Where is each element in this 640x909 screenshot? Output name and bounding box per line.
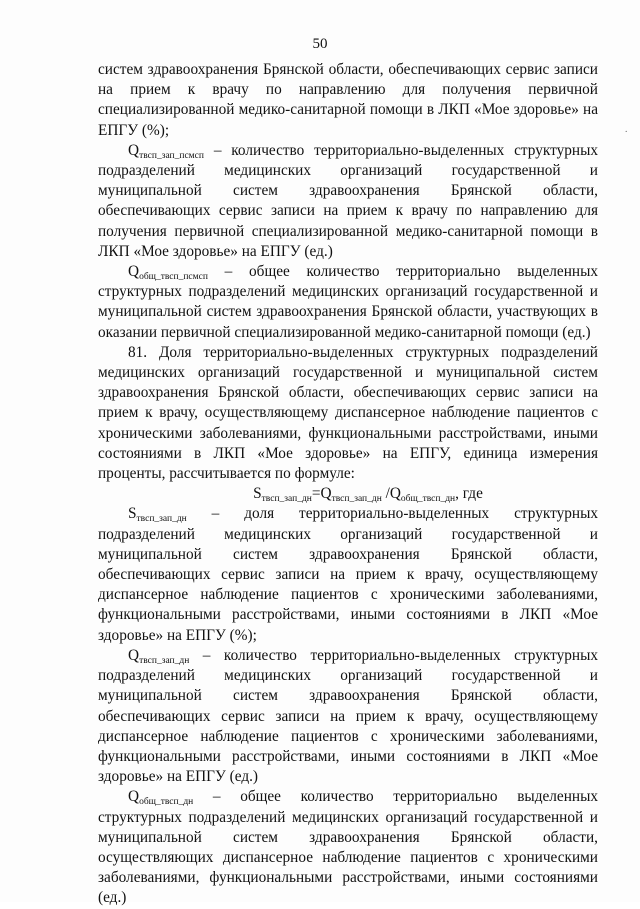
paragraph-p1 bbox=[98, 60, 598, 141]
text-run: /Q bbox=[381, 485, 401, 503]
subscript-index: твсп_зап_дн bbox=[261, 494, 312, 505]
document-body bbox=[98, 60, 598, 909]
paragraph-p7 bbox=[98, 787, 598, 908]
text-run: – количество территориально-выделенных структурных подразделений медицинских организаций государственной и муниципальной систем здравоохранения Брянской области, обеспечивающих сервис записи на прием к врачу, осуществляющему диспансерное наблюдение пациентов с хроническими заболеваниями, функциональными расстройствами, иными состояниями в ЛКП «Мое здоровье» на ЕПГУ (ед.) bbox=[98, 646, 598, 786]
margin-mark: · bbox=[624, 126, 628, 138]
text-run: , где bbox=[455, 485, 483, 503]
text-run: Q bbox=[128, 788, 140, 806]
text-run: Q bbox=[128, 646, 140, 664]
text-run: 81. Доля территориально-выделенных структурных подразделений медицинских организаций государственной и муниципальной систем здравоохранения Брянской области, обеспечивающих сервис записи на прием к врачу, осуществляющему диспансерное наблюдение пациентов с хроническими заболеваниями, функциональными расстройствами, иными состояниями в ЛКП «Мое здоровье» на ЕПГУ, единица измерения проценты, рассчитывается по формуле: bbox=[98, 343, 598, 483]
text-run: – доля территориально-выделенных структурных подразделений медицинских организаций государственной и муниципальной систем здравоохранения Брянской области, обеспечивающих сервис записи на прием к врачу, осуществляющему диспансерное наблюдение пациентов с хроническими заболеваниями, функциональными расстройствами, иными состояниями в ЛКП «Мое здоровье» на ЕПГУ (%); bbox=[98, 505, 598, 644]
text-run: – общее количество территориально выделенных структурных подразделений медицинских организаций государственной и муниципальной систем здравоохранения Брянской области, участвующих в оказании первичной специализированной медико-санитарной помощи (ед.) bbox=[98, 263, 598, 341]
subscript-index: общ_твсп_дн bbox=[139, 797, 194, 808]
subscript-index: общ_твсп_дн bbox=[400, 494, 456, 505]
text-run: систем здравоохранения Брянской области, обеспечивающих сервис записи на прием к врачу по направлению для получения первичной специализированной медико-санитарной помощи в ЛКП «Мое здоровье» на ЕПГУ (%); bbox=[98, 61, 598, 139]
text-run: Q bbox=[128, 141, 140, 159]
paragraph-p4 bbox=[98, 343, 598, 484]
text-run: =Q bbox=[311, 485, 332, 503]
text-run: – количество территориально-выделенных структурных подразделений медицинских организаций государственной и муниципальной систем здравоохранения Брянской области, обеспечивающих сервис записи на прием к врачу по направлению для получения первичной специализированной медико-санитарной помощи в ЛКП «Мое здоровье» на ЕПГУ (ед.) bbox=[98, 141, 598, 260]
subscript-index: общ_твсп_псмсп bbox=[139, 272, 208, 283]
text-run: Q bbox=[128, 263, 140, 281]
subscript-index: твсп_зап_псмсп bbox=[139, 150, 204, 161]
subscript-index: твсп_зап_дн bbox=[331, 494, 382, 505]
paragraph-p5 bbox=[98, 504, 598, 645]
subscript-index: твсп_зап_дн bbox=[139, 655, 190, 666]
subscript-index: твсп_зап_дн bbox=[136, 514, 187, 525]
page-number: 50 bbox=[312, 36, 328, 52]
text-run: – общее количество территориально выделенных структурных подразделений медицинских организаций государственной и муниципальной систем здравоохранения Брянской области, осуществляющих диспансерное наблюдение пациентов с хроническими заболеваниями, функциональными расстройствами, иными состояниями (ед.) bbox=[98, 788, 598, 907]
paragraph-p6 bbox=[98, 646, 598, 787]
formula-line bbox=[98, 484, 598, 504]
paragraph-p3 bbox=[98, 262, 598, 343]
paragraph-p2 bbox=[98, 141, 598, 262]
text-run: S bbox=[128, 505, 137, 523]
text-run: S bbox=[253, 485, 262, 503]
